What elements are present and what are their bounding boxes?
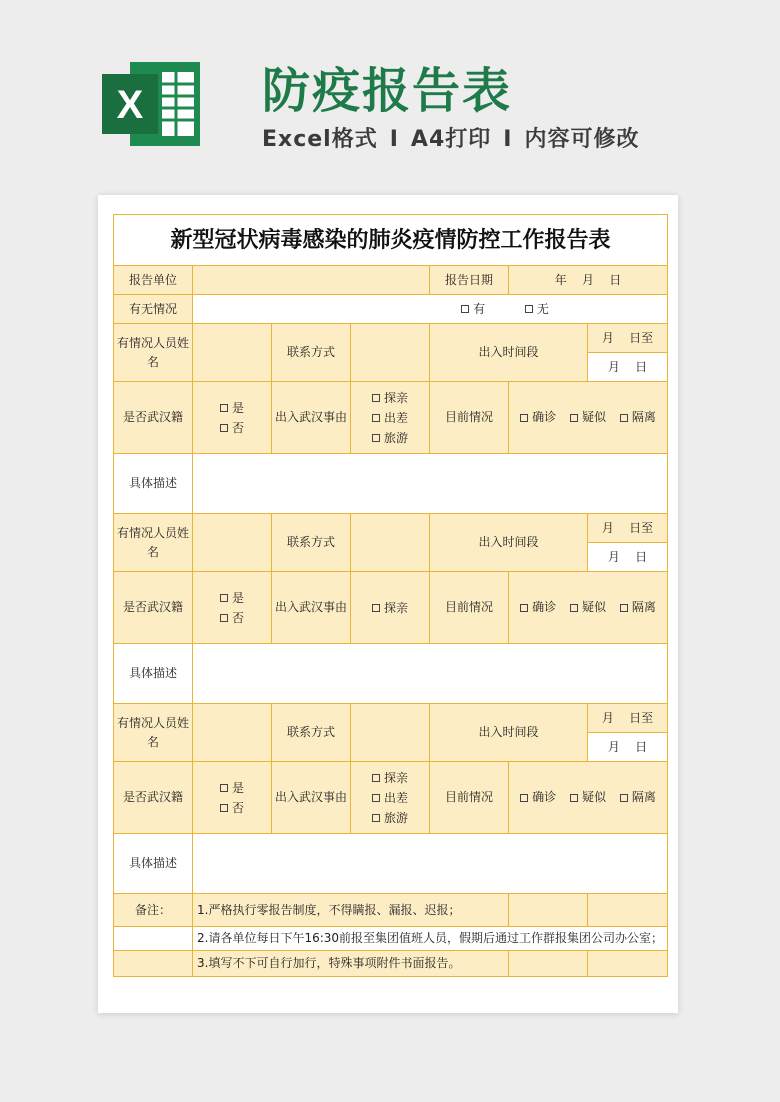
person-name-label: 有情况人员姓名 <box>114 514 193 572</box>
no-label: 无 <box>536 301 549 316</box>
time-range-field[interactable] <box>588 324 668 382</box>
wuhan-options <box>193 572 272 644</box>
desc-field[interactable] <box>193 454 668 514</box>
checkbox-icon <box>520 794 528 802</box>
status-option[interactable] <box>520 600 556 614</box>
option-label: 否 <box>231 800 244 815</box>
report-unit-label: 报告单位 <box>114 266 193 295</box>
reason-option[interactable] <box>351 808 429 828</box>
subtitle-separator: I <box>503 127 513 152</box>
checkbox-icon <box>570 604 578 612</box>
wuhan-options <box>193 382 272 454</box>
checkbox-icon <box>570 794 578 802</box>
reason-option[interactable] <box>351 788 429 808</box>
subtitle-separator: I <box>389 127 399 152</box>
checkbox-icon <box>372 604 380 612</box>
reason-options <box>351 762 430 834</box>
note-cell <box>114 951 193 977</box>
wuhan-no-option[interactable] <box>193 798 271 818</box>
reason-option[interactable] <box>351 388 429 408</box>
option-label: 是 <box>231 780 244 795</box>
checkbox-icon <box>372 394 380 402</box>
option-label: 探亲 <box>383 600 408 615</box>
option-label: 疑似 <box>582 790 607 804</box>
note-line-3: 3.填写不下可自行加行，特殊事项附件书面报告。 <box>193 951 509 977</box>
page-title: 防疫报告表 <box>262 63 513 119</box>
report-date-field[interactable]: 年 月 日 <box>509 266 668 295</box>
person-name-field[interactable] <box>193 514 272 572</box>
option-label: 隔离 <box>631 410 656 424</box>
option-label: 疑似 <box>582 410 607 424</box>
checkbox-icon <box>372 794 380 802</box>
status-option[interactable] <box>620 410 656 424</box>
desc-label: 具体描述 <box>114 644 193 704</box>
desc-field[interactable] <box>193 644 668 704</box>
desc-label: 具体描述 <box>114 834 193 894</box>
checkbox-icon <box>372 414 380 422</box>
option-label: 否 <box>231 610 244 625</box>
option-label: 探亲 <box>383 390 408 405</box>
option-label: 出差 <box>383 790 408 805</box>
checkbox-icon <box>570 414 578 422</box>
wuhan-label: 是否武汉籍 <box>114 382 193 454</box>
reason-option[interactable] <box>351 428 429 448</box>
checkbox-icon <box>520 604 528 612</box>
option-label: 确诊 <box>532 790 557 804</box>
yes-option[interactable] <box>461 302 485 316</box>
person-name-field[interactable] <box>193 324 272 382</box>
contact-label: 联系方式 <box>272 704 351 762</box>
page-subtitle <box>262 122 639 153</box>
contact-label: 联系方式 <box>272 324 351 382</box>
checkbox-icon <box>220 594 228 602</box>
option-label: 隔离 <box>631 790 656 804</box>
reason-label: 出入武汉事由 <box>272 762 351 834</box>
option-label: 旅游 <box>383 810 408 825</box>
no-option[interactable] <box>525 302 549 316</box>
note-cell <box>588 951 668 977</box>
time-range-field[interactable] <box>588 704 668 762</box>
contact-label: 联系方式 <box>272 514 351 572</box>
option-label: 旅游 <box>383 430 408 445</box>
reason-label: 出入武汉事由 <box>272 382 351 454</box>
date-to: 月 日 <box>588 733 667 761</box>
note-cell <box>509 894 588 927</box>
note-line-2: 2.请各单位每日下午16:30前报至集团值班人员，假期后通过工作群报集团公司办公室； <box>193 927 668 951</box>
reason-label: 出入武汉事由 <box>272 572 351 644</box>
form-title: 新型冠状病毒感染的肺炎疫情防控工作报告表 <box>114 215 668 266</box>
desc-field[interactable] <box>193 834 668 894</box>
wuhan-label: 是否武汉籍 <box>114 762 193 834</box>
checkbox-icon <box>620 414 628 422</box>
person-name-label: 有情况人员姓名 <box>114 704 193 762</box>
time-range-field[interactable] <box>588 514 668 572</box>
contact-field[interactable] <box>351 514 430 572</box>
status-option[interactable] <box>570 410 606 424</box>
reason-option[interactable] <box>351 408 429 428</box>
contact-field[interactable] <box>351 324 430 382</box>
checkbox-icon <box>220 424 228 432</box>
subtitle-editable: 内容可修改 <box>524 127 640 152</box>
checkbox-icon <box>220 404 228 412</box>
time-label: 出入时间段 <box>430 704 588 762</box>
status-option[interactable] <box>520 410 556 424</box>
person-name-label: 有情况人员姓名 <box>114 324 193 382</box>
status-label: 目前情况 <box>430 762 509 834</box>
checkbox-icon <box>220 614 228 622</box>
status-option[interactable] <box>570 790 606 804</box>
status-options <box>509 762 668 834</box>
subtitle-print: A4打印 <box>410 127 492 152</box>
wuhan-options <box>193 762 272 834</box>
status-label: 目前情况 <box>430 382 509 454</box>
checkbox-icon <box>620 604 628 612</box>
yes-label: 有 <box>473 301 486 316</box>
wuhan-yes-option[interactable] <box>193 778 271 798</box>
reason-option[interactable] <box>351 598 429 618</box>
date-to: 月 日 <box>588 543 667 571</box>
status-options <box>509 572 668 644</box>
option-label: 出差 <box>383 410 408 425</box>
checkbox-icon <box>525 305 533 313</box>
report-unit-field[interactable] <box>193 266 430 295</box>
presence-label: 有无情况 <box>114 295 193 324</box>
presence-options <box>193 295 668 324</box>
option-label: 隔离 <box>631 600 656 614</box>
wuhan-no-option[interactable] <box>193 608 271 628</box>
wuhan-yes-option[interactable] <box>193 398 271 418</box>
time-label: 出入时间段 <box>430 324 588 382</box>
reason-options <box>351 382 430 454</box>
status-option[interactable] <box>620 790 656 804</box>
date-from: 月 日至 <box>588 514 667 543</box>
checkbox-icon <box>220 784 228 792</box>
option-label: 疑似 <box>582 600 607 614</box>
reason-options <box>351 572 430 644</box>
checkbox-icon <box>372 814 380 822</box>
date-to: 月 日 <box>588 353 667 381</box>
notes-label: 备注： <box>114 894 193 927</box>
checkbox-icon <box>372 774 380 782</box>
report-form-table <box>113 214 668 977</box>
note-cell <box>114 927 193 951</box>
note-line-1: 1.严格执行零报告制度，不得瞒报、漏报、迟报； <box>193 894 509 927</box>
time-label: 出入时间段 <box>430 514 588 572</box>
logo-letter: X <box>116 83 144 127</box>
option-label: 是 <box>231 590 244 605</box>
status-option[interactable] <box>520 790 556 804</box>
excel-logo-icon <box>100 58 202 150</box>
status-label: 目前情况 <box>430 572 509 644</box>
option-label: 探亲 <box>383 770 408 785</box>
report-date-label: 报告日期 <box>430 266 509 295</box>
status-option[interactable] <box>620 600 656 614</box>
checkbox-icon <box>461 305 469 313</box>
option-label: 是 <box>231 400 244 415</box>
option-label: 确诊 <box>532 600 557 614</box>
wuhan-no-option[interactable] <box>193 418 271 438</box>
date-from: 月 日至 <box>588 324 667 353</box>
status-options <box>509 382 668 454</box>
date-from: 月 日至 <box>588 704 667 733</box>
checkbox-icon <box>620 794 628 802</box>
contact-field[interactable] <box>351 704 430 762</box>
desc-label: 具体描述 <box>114 454 193 514</box>
status-option[interactable] <box>570 600 606 614</box>
wuhan-yes-option[interactable] <box>193 588 271 608</box>
checkbox-icon <box>520 414 528 422</box>
checkbox-icon <box>220 804 228 812</box>
option-label: 否 <box>231 420 244 435</box>
reason-option[interactable] <box>351 768 429 788</box>
checkbox-icon <box>372 434 380 442</box>
note-cell <box>509 951 588 977</box>
option-label: 确诊 <box>532 410 557 424</box>
subtitle-format: Excel格式 <box>262 127 378 152</box>
wuhan-label: 是否武汉籍 <box>114 572 193 644</box>
person-name-field[interactable] <box>193 704 272 762</box>
note-cell <box>588 894 668 927</box>
